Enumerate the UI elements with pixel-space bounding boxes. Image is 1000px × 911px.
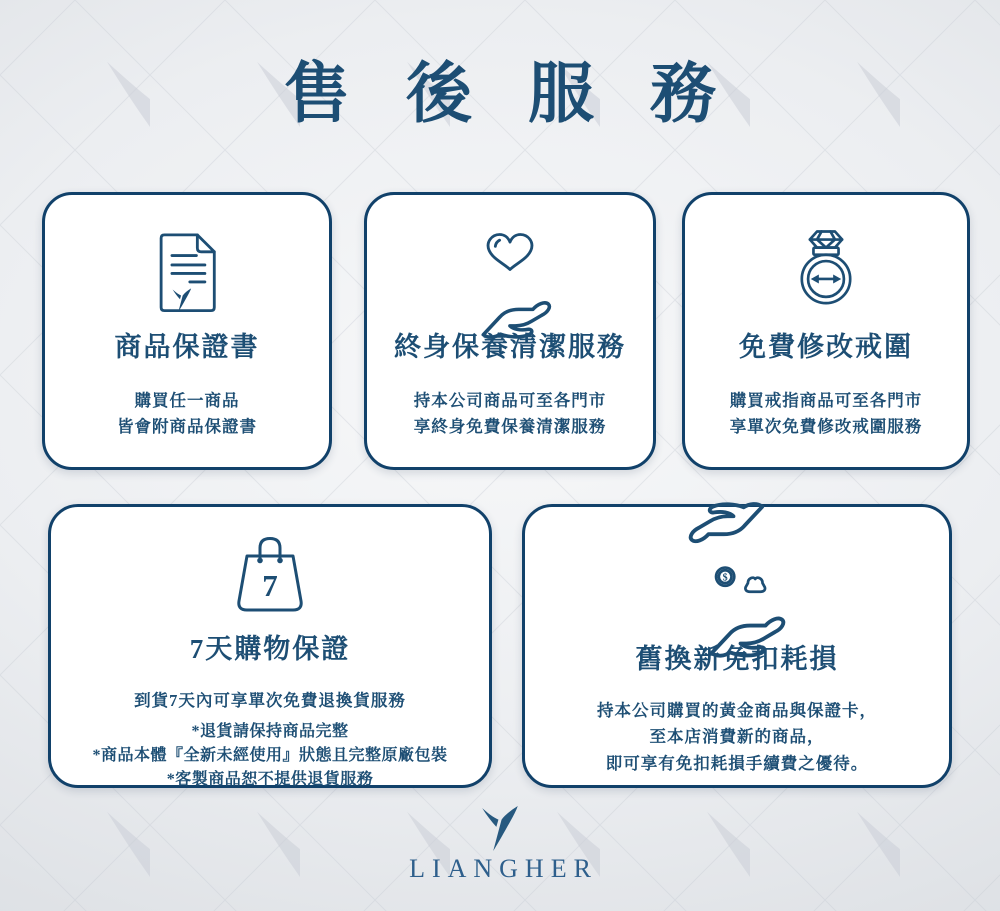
card-line: 享單次免費修改戒圍服務 — [729, 417, 923, 437]
gold-ingot-icon — [745, 578, 765, 592]
card-title: 舊換新免扣耗損 — [635, 644, 839, 674]
card-description — [730, 388, 923, 441]
hand-holding-heart-icon — [472, 229, 548, 313]
card-line: 皆會附商品保證書 — [117, 417, 257, 437]
ring-resize-icon — [791, 229, 861, 313]
card-line: 購買戒指商品可至各門市 — [729, 391, 923, 410]
shopping-bag-7-icon — [230, 533, 310, 615]
card-title: 免費修改戒圍 — [739, 332, 913, 362]
card-title: 商品保證書 — [114, 332, 260, 362]
card-description — [117, 388, 257, 441]
card-ring-resize — [682, 192, 970, 470]
liangher-logo-icon — [479, 806, 521, 852]
card-line: 至本店消費新的商品， — [649, 727, 825, 747]
card-line: 到貨7天內可享單次免費退換貨服務 — [134, 691, 406, 710]
exchange-hands-icon — [696, 533, 778, 625]
card-notes — [92, 720, 447, 792]
note-line: *退貨請保持商品完整 — [191, 723, 349, 741]
card-warranty — [42, 192, 332, 470]
card-title: 終身保養清潔服務 — [394, 332, 626, 362]
card-line: 持本公司商品可至各門市 — [413, 391, 607, 410]
page-title: 售後服務 — [283, 58, 773, 131]
note-line: *客製商品恕不提供退貨服務 — [166, 771, 374, 789]
card-description — [134, 688, 406, 714]
card-lifetime-care — [364, 192, 656, 470]
card-line: 持本公司購買的黃金商品與保證卡， — [597, 701, 877, 720]
coin-dollar-icon — [716, 568, 734, 586]
card-line: 享終身免費保養清潔服務 — [413, 417, 607, 437]
certificate-document-icon — [155, 229, 219, 313]
card-line: 即可享有免扣耗損手續費之優待。 — [605, 753, 869, 773]
bag-number: 7 — [262, 568, 278, 603]
card-title: 7天購物保證 — [189, 634, 351, 664]
card-7day-guarantee — [48, 504, 492, 788]
upper-hand-icon — [691, 504, 763, 541]
card-description — [414, 388, 607, 441]
svg-text:$: $ — [722, 572, 728, 584]
note-line: *商品本體『全新未經使用』狀態且完整原廠包裝 — [92, 747, 448, 765]
card-line: 購買任一商品 — [134, 391, 240, 410]
card-description — [597, 698, 877, 777]
brand-footer — [0, 806, 1000, 884]
brand-wordmark: LIANGHER — [409, 854, 598, 883]
card-trade-in — [522, 504, 952, 788]
